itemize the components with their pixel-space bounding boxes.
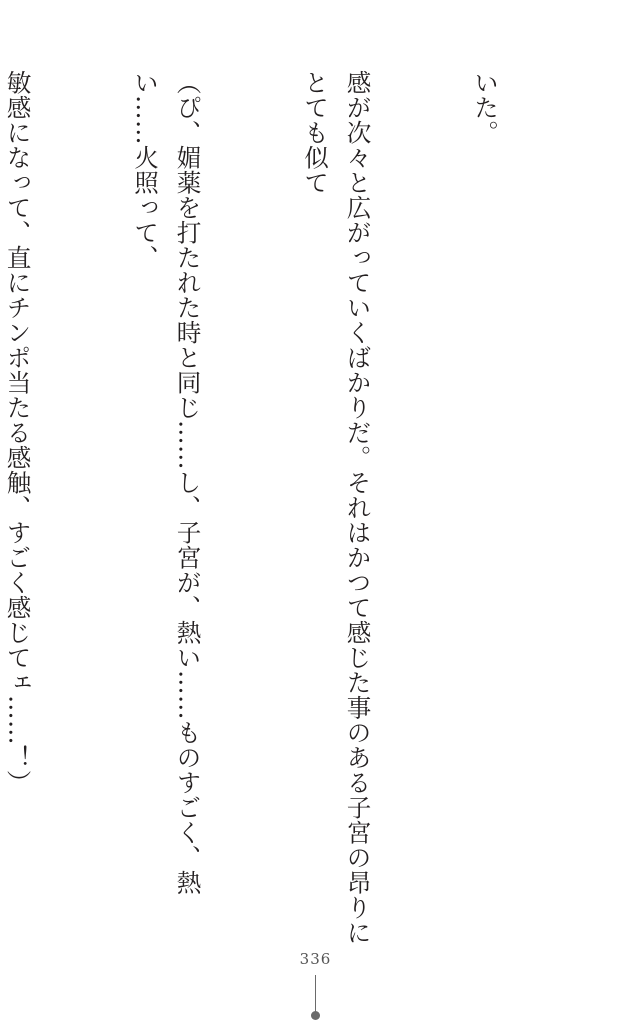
text-line: 敏感になって、直にチンポ当たる感触、すごく感じてェ……！）: [3, 70, 33, 795]
page-marker-line: [315, 975, 316, 1015]
page-marker-dot: [311, 1011, 320, 1020]
text-line: いた。: [471, 70, 500, 145]
page-number: 336: [299, 950, 332, 968]
text-line: 感が次々と広がっていくばかりだ。それはかつて感じた事のある子宮の昂りにとても似て: [301, 70, 373, 945]
text-line: （ぴ、媚薬を打たれた時と同じ……し、子宮が、熱い……ものすごく、熱い……火照って、: [131, 70, 203, 895]
vertical-text-body: [3, 70, 591, 950]
